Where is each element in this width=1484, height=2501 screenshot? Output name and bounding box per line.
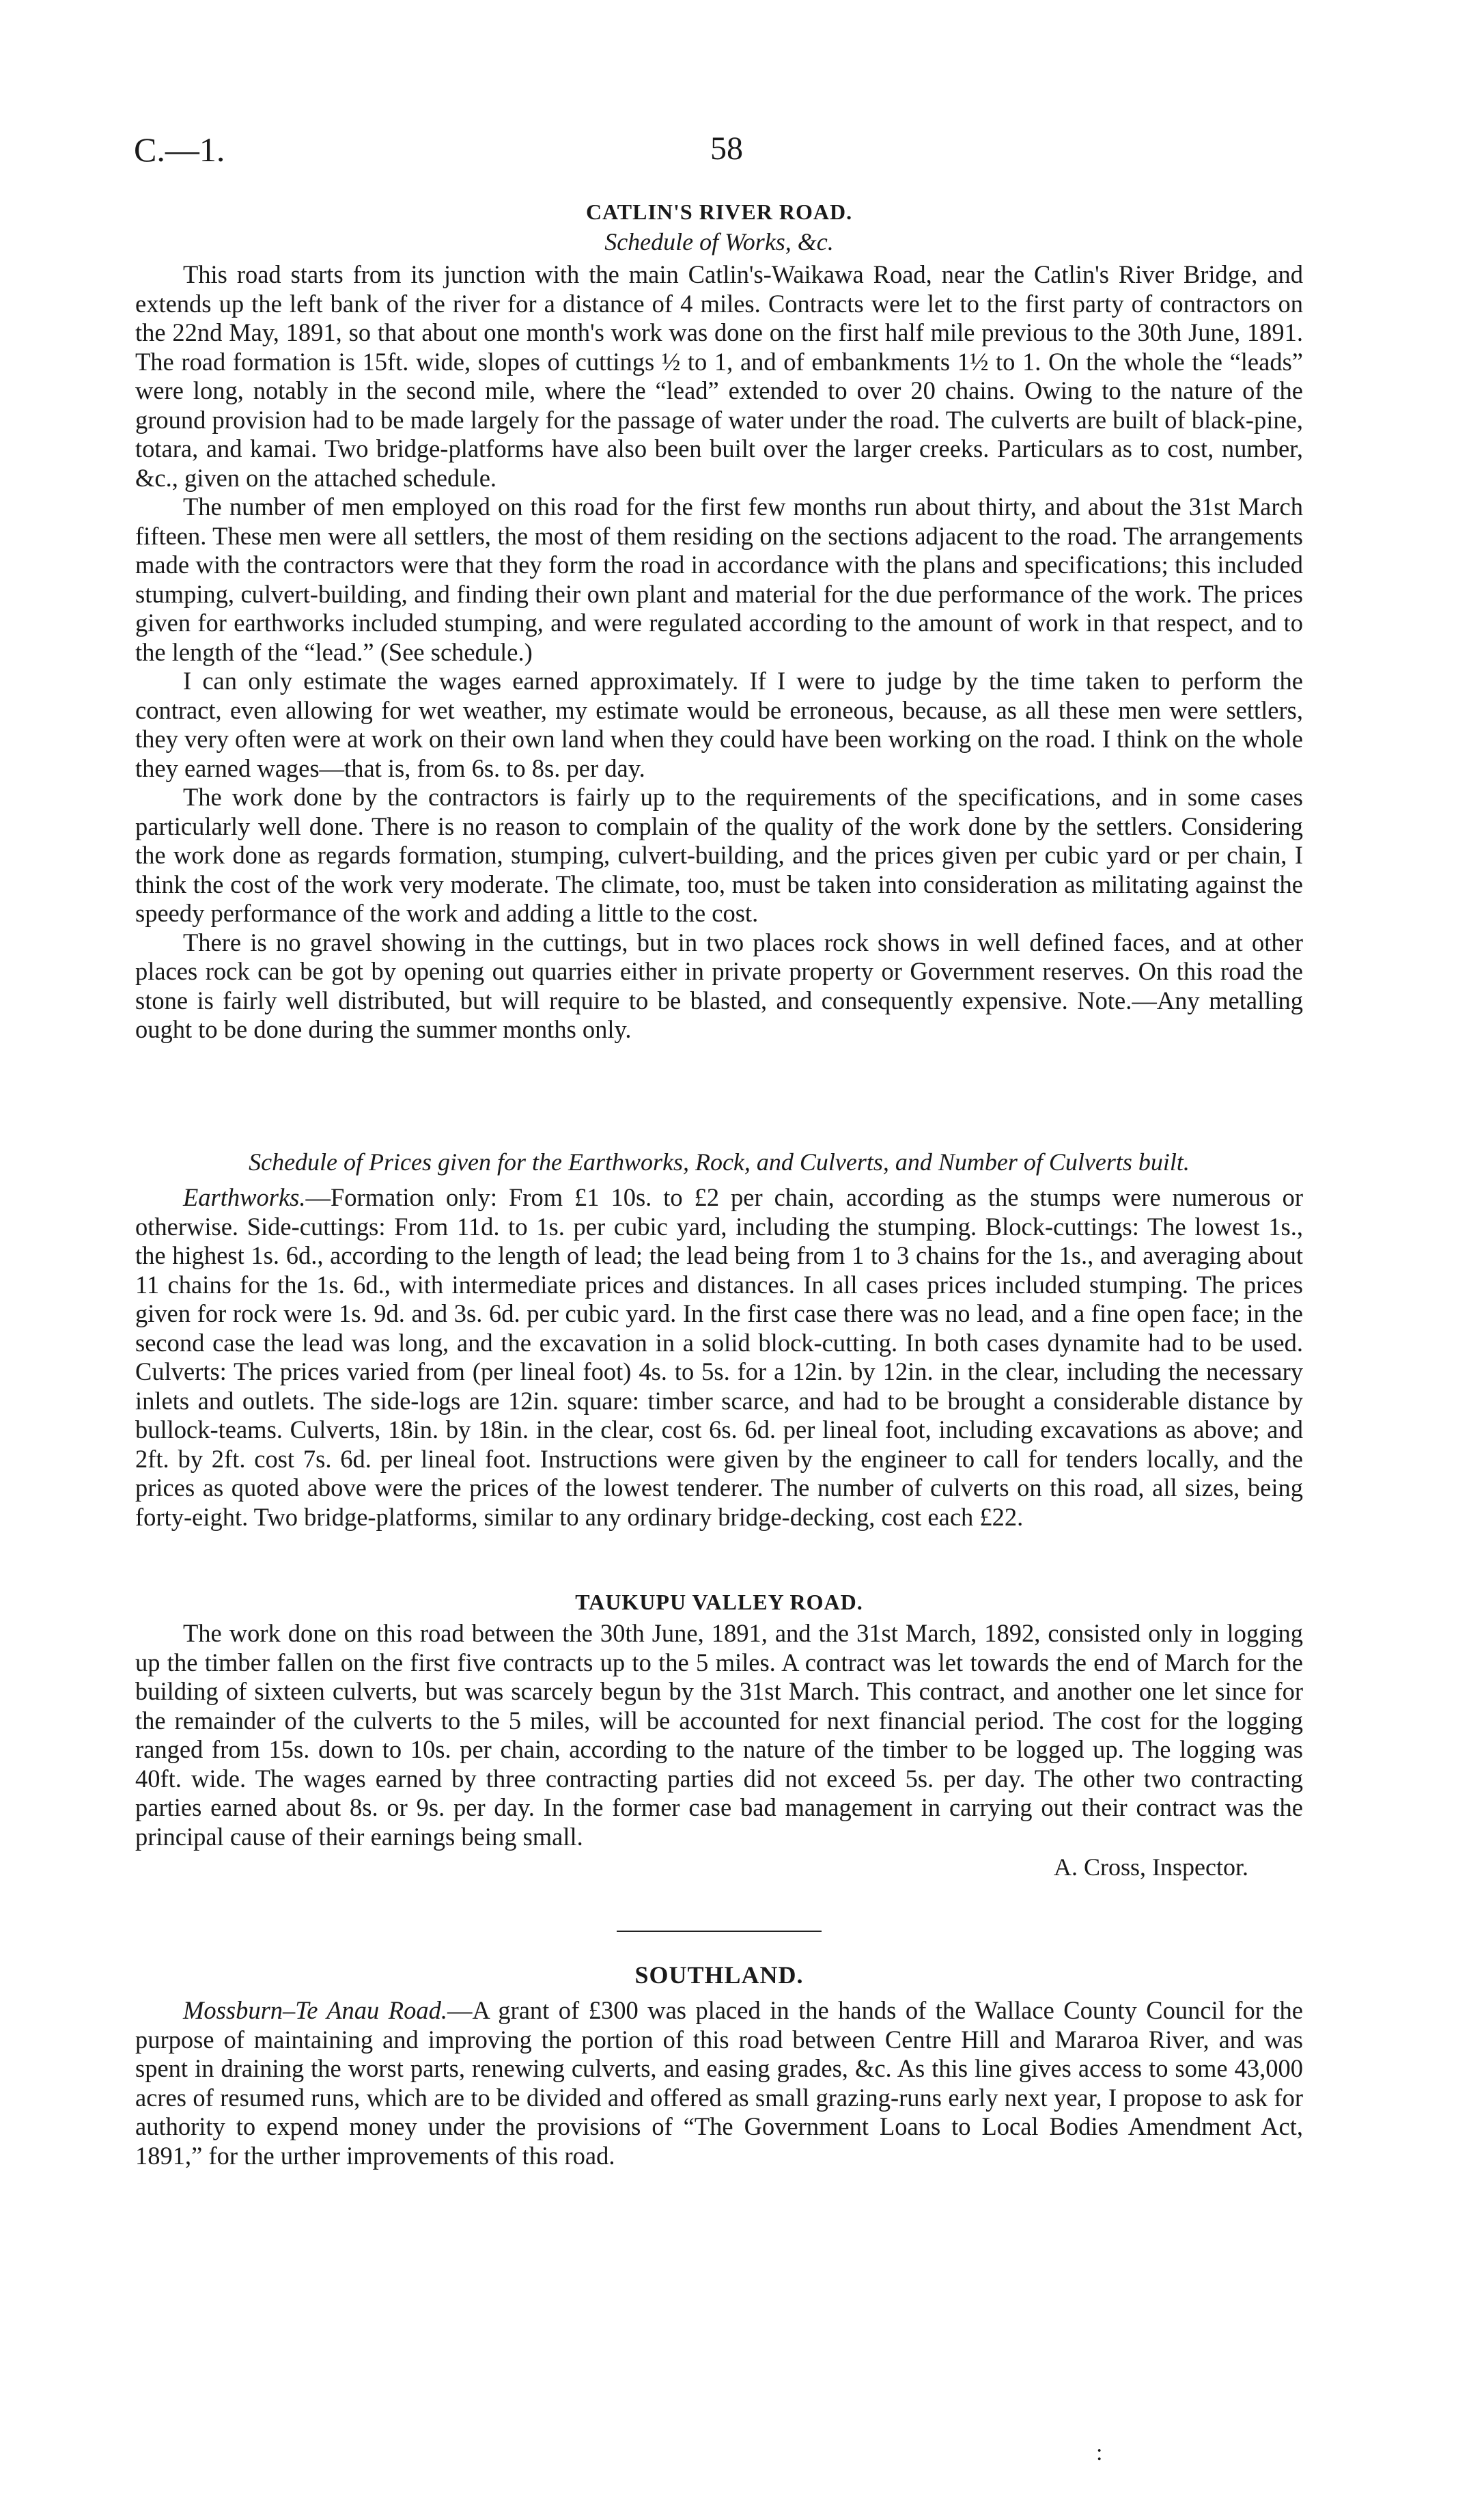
footer-mark: : — [1096, 2440, 1103, 2465]
catlins-title: CATLIN'S RIVER ROAD. — [585, 199, 853, 224]
schedule-text: —Formation only: From £1 10s. to £2 per chain, according as the stumps were numerous or otherwise. Side-cuttings: From 11d. to 1s. per cubic yard, including the stumping. Block-cuttings: The lowest 1s., the highest 1s. 6d., according to the length of lead; the lead being from 1 to 3 chains for the 1s., and averaging about 11 chains for the 1s. 6d., with intermediate prices and distances. In all cases prices included stumping. The prices given for rock were 1s. 9d. and 3s. 6d. per cubic yard. In the first case there was no lead, and a fine open face; in the second case the lead was long, and the excavation in a solid block-cutting. In both cases dynamite had to be used. Culverts: The prices varied from (per lineal foot) 4s. to 5s. for a 12in. by 12in. in the clear, including the necessary inlets and outlets. The side-logs are 12in. square: timber scarce, and had to be brought a considerable distance by bullock-teams. Culverts, 18in. by 18in. in the clear, cost 6s. 6d. per lineal foot, including excavations as above; and 2ft. by 2ft. cost 7s. 6d. per lineal foot. Instructions were given by the engineer to call for tenders locally, and the prices as quoted above were the prices of the lowest tenderer. The number of culverts on this road, all sizes, being forty-eight. Two bridge-platforms, similar to any ordinary bridge-decking, cost each £22. — [135, 1183, 1303, 1531]
southland-title: SOUTHLAND. — [634, 1961, 804, 1989]
page-number: 58 — [710, 130, 743, 167]
southland-paragraph — [135, 1996, 1303, 2170]
southland-section — [135, 1931, 1303, 2170]
catlins-paragraph-1: This road starts from its junction with the main Catlin's-Waikawa Road, near the Catlin's River Bridge, and extends up the left bank of the river for a distance of 4 miles. Contracts were let to the first party of contractors on the 22nd May, 1891, so that about one month's work was done on the first half mile previous to the 30th June, 1891. The road formation is 15ft. wide, slopes of cuttings ½ to 1, and of embankments 1½ to 1. On the whole the “leads” were long, notably in the second mile, where the “lead” extended to over 20 chains. Owing to the nature of the ground provision had to be made largely for the passage of water under the road. The culverts are built of black-pine, totara, and kamai. Two bridge-platforms have also been built over the larger creeks. Particulars as to cost, number, &c., given on the attached schedule. — [135, 260, 1303, 492]
schedule-heading: Schedule of Prices given for the Earthworks, Rock, and Culverts, and Number of Culverts built. — [249, 1148, 1190, 1176]
catlins-subtitle: Schedule of Works, &c. — [604, 228, 834, 255]
section-divider — [617, 1931, 822, 1932]
catlins-paragraph-4: The work done by the contractors is fairly up to the requirements of the specifications, and in some cases particularly well done. There is no reason to complain of the quality of the work done by the settlers. Considering the work done as regards formation, stumping, culvert-building, and the prices given per cubic yard or per chain, I think the cost of the work very moderate. The climate, too, must be taken into consideration as militating against the speedy performance of the work and adding a little to the cost. — [135, 783, 1303, 927]
southland-lead: Mossburn–Te Anau Road. — [183, 1996, 447, 2024]
schedule-lead: Earthworks. — [183, 1183, 306, 1211]
catlins-paragraph-2: The number of men employed on this road for the first few months run about thirty, and about the 31st March fifteen. These men were all settlers, the most of them residing on the sections adjacent to the road. The arrangements made with the contractors were that they form the road in accordance with the plans and specifications; this included stumping, culvert-building, and finding their own plant and material for the due performance of the work. The prices given for earthworks included stumping, and were regulated according to the amount of work in that respect, and to the length of the “lead.” (See schedule.) — [135, 493, 1303, 666]
inspector-signature: A. Cross, Inspector. — [1054, 1853, 1248, 1881]
catlins-paragraph-3: I can only estimate the wages earned approximately. If I were to judge by the time taken to perform the contract, even allowing for wet weather, my estimate would be erroneous, because, as all these men were settlers, they very often were at work on their own land when they could have been working on the road. I think on the whole they earned wages—that is, from 6s. to 8s. per day. — [135, 667, 1303, 782]
catlins-paragraph-5: There is no gravel showing in the cuttings, but in two places rock shows in well defined faces, and at other places rock can be got by opening out quarries either in private property or Government reserves. On this road the stone is fairly well distributed, but will require to be blasted, and consequently expensive. Note.—Any metalling ought to be done during the summer months only. — [135, 928, 1303, 1043]
taukupu-section — [135, 1590, 1303, 1881]
schedule-section — [135, 1148, 1303, 1532]
catlins-section — [135, 199, 1303, 1045]
taukupu-paragraph: The work done on this road between the 30th June, 1891, and the 31st March, 1892, consisted only in logging up the timber fallen on the first five contracts up to the 5 miles. A contract was let towards the end of March for the building of sixteen culverts, but was scarcely begun by the 31st March. This contract, and another one let since for the remainder of the culverts to the 5 miles, will be accounted for next financial period. The cost for the logging ranged from 15s. down to 10s. per chain, according to the nature of the timber to be logged up. The logging was 40ft. wide. The wages earned by three contracting parties did not exceed 5s. per day. The other two contracting parties earned about 8s. or 9s. per day. In the former case bad management in carrying out their contract was the principal cause of their earnings being small. — [135, 1619, 1303, 1851]
taukupu-title: TAUKUPU VALLEY ROAD. — [575, 1590, 863, 1614]
schedule-paragraph — [135, 1183, 1303, 1532]
southland-text: —A grant of £300 was placed in the hands of the Wallace County Council for the purpose of maintaining and improving the portion of this road between Centre Hill and Mararoa River, and was spent in draining the worst parts, renewing culverts, and easing grades, &c. As this line gives access to some 43,000 acres of resumed runs, which are to be divided and offered as small grazing-runs early next year, I propose to ask for authority to expend money under the provisions of “The Government Loans to Local Bodies Amendment Act, 1891,” for the urther improvements of this road. — [135, 1996, 1303, 2170]
series-label: C.—1. — [134, 130, 225, 169]
